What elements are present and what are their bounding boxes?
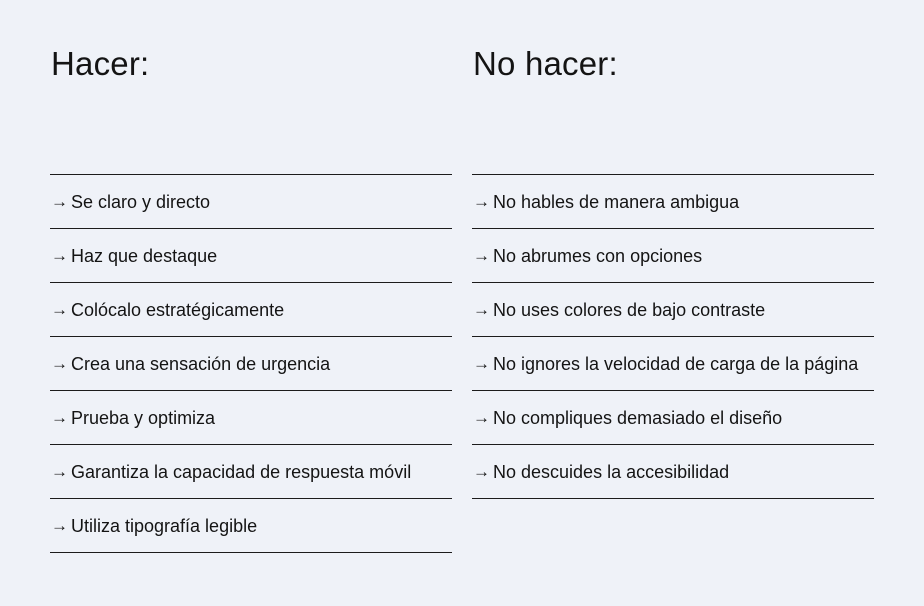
arrow-right-icon: → [51,408,68,427]
list-item-text: No abrumes con opciones [493,245,703,266]
list-item-text: No descuides la accesibilidad [493,461,730,482]
list-item-text: Haz que destaque [71,245,218,266]
list-item [472,175,874,229]
arrow-right-icon: → [473,462,490,481]
list-item-text: No ignores la velocidad de carga de la página [493,353,859,374]
list-item [50,229,452,283]
list-item-text: Prueba y optimiza [71,407,216,428]
list-item-text: No hables de manera ambigua [493,191,740,212]
list-item-text: Garantiza la capacidad de respuesta móvil [71,461,412,482]
list-item-text: Utiliza tipografía legible [71,515,258,536]
list-item-text: Se claro y directo [71,191,211,212]
list-item [472,229,874,283]
list-item [50,499,452,553]
list-item [50,337,452,391]
do-list [50,174,452,553]
list-item [472,445,874,499]
list-item [50,391,452,445]
list-item [472,283,874,337]
dont-heading: No hacer: [473,45,618,82]
list-item [472,337,874,391]
list-item-text: No compliques demasiado el diseño [493,407,783,428]
arrow-right-icon: → [51,192,68,211]
arrow-right-icon: → [473,354,490,373]
dont-list [472,174,874,499]
arrow-right-icon: → [473,300,490,319]
arrow-right-icon: → [51,354,68,373]
arrow-right-icon: → [51,246,68,265]
list-item [50,175,452,229]
list-item [50,445,452,499]
list-item [50,283,452,337]
arrow-right-icon: → [473,192,490,211]
arrow-right-icon: → [51,516,68,535]
list-item-text: Crea una sensación de urgencia [71,353,331,374]
list-item [472,391,874,445]
arrow-right-icon: → [473,408,490,427]
arrow-right-icon: → [51,300,68,319]
arrow-right-icon: → [51,462,68,481]
list-item-text: Colócalo estratégicamente [71,299,285,320]
list-item-text: No uses colores de bajo contraste [493,299,766,320]
do-heading: Hacer: [51,45,150,82]
arrow-right-icon: → [473,246,490,265]
